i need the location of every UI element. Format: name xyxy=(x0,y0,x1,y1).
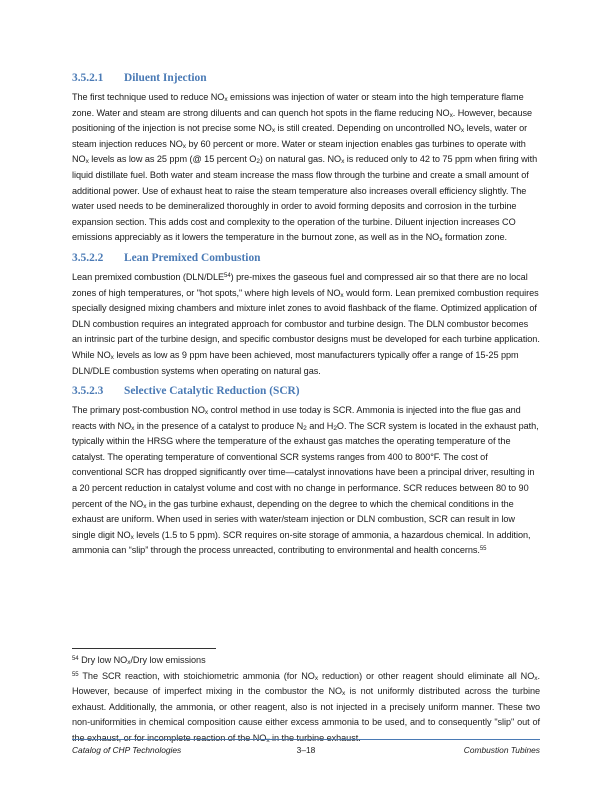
footnotes xyxy=(72,653,540,747)
section-number: 3.5.2.2 xyxy=(72,251,104,264)
section-heading-lean-premixed-combustion xyxy=(72,250,540,266)
paragraph-selective-catalytic-reduction: The primary post-combustion $NO_x$ control method in use today is SCR. Ammonia is injected into the flue gas and reacts with $NO_x$ in the presence of a catalyst to produce $N_2$ and $H_2O$. The SCR system is located in the exhaust path, typically within the HRSG where the temperature of the exhaust gas matches the operating temperature of the catalyst. The operating temperature of conventional SCR systems ranges from 400 to 800°F. The cost of conventional SCR has dropped significantly over time—catalyst innovations have been a principal driver, resulting in a 20 percent reduction in catalyst volume and cost with no change in performance. SCR reduces between 80 to 90 percent of the $NO_x$ in the gas turbine exhaust, depending on the degree to which the chemical conditions in the exhaust are uniform. When used in series with water/steam injection or DLN combustion, SCR can result in low single digit $NO_x$ levels (1.5 to 5 ppm). SCR requires on-site storage of ammonia, a hazardous chemical. In addition, ammonia can “slip” through the process unreacted, contributing to environmental and health concerns.$^{55}$ xyxy=(72,405,539,556)
footnote-54: $^{54}$ Dry low $NO_x$/Dry low emissions xyxy=(72,655,206,666)
footer-rule xyxy=(72,739,540,740)
section-heading-selective-catalytic-reduction xyxy=(72,383,540,399)
footnote-separator xyxy=(72,648,216,649)
section-heading-diluent-injection xyxy=(72,70,540,86)
page-number: 3–18 xyxy=(296,745,316,755)
section-title: Selective Catalytic Reduction (SCR) xyxy=(124,385,300,398)
section-number: 3.5.2.1 xyxy=(72,72,104,84)
footnote-55: $^{55}$ The SCR reaction, with stoichiometric ammonia (for $NO_x$ reduction) or other reagent should eliminate all $NO_x$. However, because of imperfect mixing in the combustor the $NO_x$ is not uniformly distributed across the turbine exhaust. Additionally, the ammonia, or other reagent, also is not injected in a precisely uniform manner. These two non-uniformities in chemical composition cause either excess ammonia to be used, and to consequently "slip" out of the exhaust, or for incomplete reaction of the $NO_x$ in the turbine exhaust. xyxy=(72,670,540,744)
section-title: Diluent Injection xyxy=(124,72,207,84)
footnote-ref-54[interactable]: 54 xyxy=(224,272,231,279)
section-title: Lean Premixed Combustion xyxy=(124,251,261,264)
paragraph-diluent-injection: The first technique used to reduce $NO_x$ emissions was injection of water or steam into the high temperature flame zone. Water and steam are strong diluents and can quench hot spots in the flame reducing $NO_x$. However, because positioning of the injection is not precise some $NO_x$ is still created. Depending on uncontrolled $NO_x$ levels, water or steam injection reduces $NO_x$ by 60 percent or more. Water or steam injection enables gas turbines to operate with $NO_x$ levels as low as 25 ppm (@ 15 percent $O_2$) on natural gas. $NO_x$ is reduced only to 42 to 75 ppm when firing with liquid distillate fuel. Both water and steam increase the mass flow through the turbine and create a small amount of additional power. Use of exhaust heat to raise the steam temperature also increases overall efficiency slightly. The water used needs to be demineralized thoroughly in order to avoid forming deposits and corrosion in the turbine expansion section. This adds cost and complexity to the operation of the turbine. Diluent injection increases CO emissions appreciably as it lowers the temperature in the burnout zone, as well as in the $NO_x$ formation zone. xyxy=(72,92,538,244)
footer-chapter-title: Combustion Tubines xyxy=(463,745,540,755)
main-content xyxy=(72,70,540,563)
footnote-ref-55[interactable]: 55 xyxy=(479,546,487,553)
footer-document-title: Catalog of CHP Technologies xyxy=(72,745,182,755)
paragraph-lean-premixed-combustion: Lean premixed combustion (DLN/DLE$^{54}$) pre-mixes the gaseous fuel and compressed air so that there are no local zones of high temperatures, or "hot spots," where high levels of $NO_x$ would form. Lean premixed combustion requires specially designed mixing chambers and mixture inlet zones to avoid flashback of the flame. Optimized application of DLN combustion requires an integrated approach for combustor and turbine design. The DLN combustor becomes an intrinsic part of the turbine design, and specific combustor designs must be developed for each turbine application. While $NO_x$ levels as low as 9 ppm have been achieved, most manufacturers typically offer a range of 15-25 ppm DLN/DLE combustion systems when operating on natural gas. xyxy=(72,271,540,376)
section-number: 3.5.2.3 xyxy=(72,385,104,398)
